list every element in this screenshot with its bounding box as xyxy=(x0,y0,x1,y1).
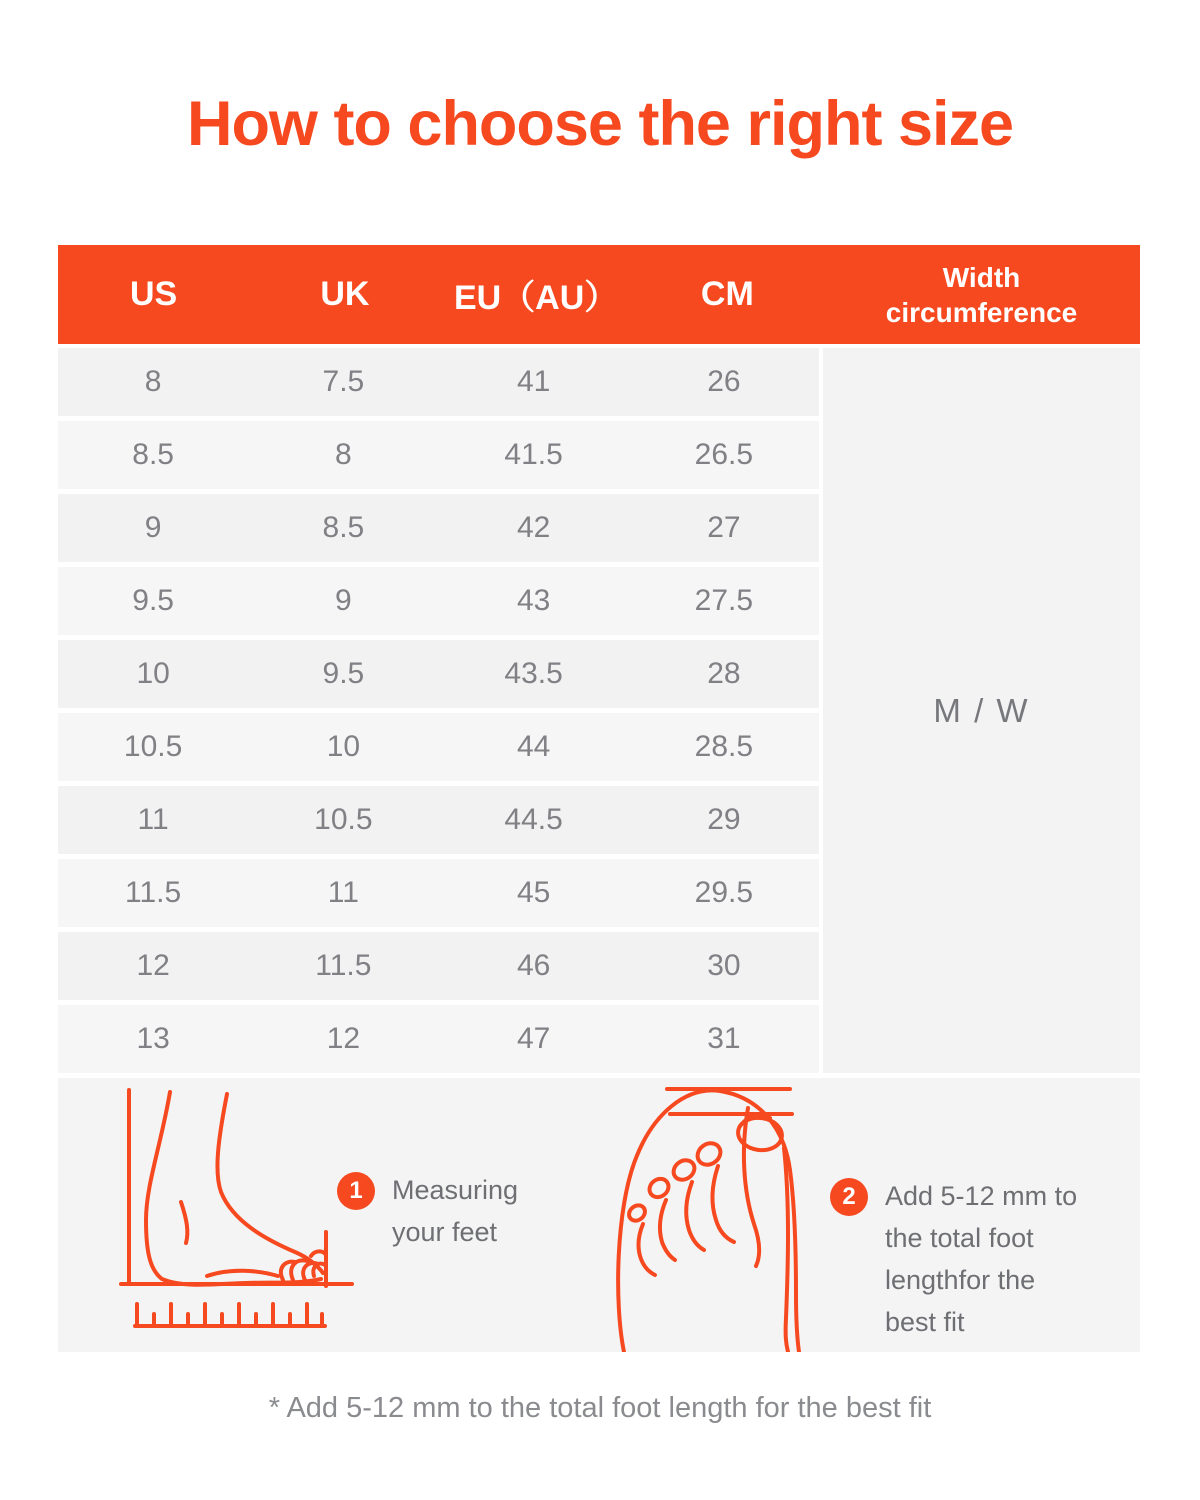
table-cell: 10.5 xyxy=(123,730,183,763)
table-cell: 29 xyxy=(707,803,741,836)
table-cell: 26.5 xyxy=(694,438,754,471)
table-cell: 8.5 xyxy=(322,511,365,544)
step-1 xyxy=(337,1170,534,1254)
table-row xyxy=(58,786,819,854)
header-uk: UK xyxy=(320,275,370,313)
table-cell: 44.5 xyxy=(504,803,563,836)
header-width-circumference: Width circumference xyxy=(885,261,1078,328)
table-cell: 11 xyxy=(137,803,169,836)
table-cell: 41.5 xyxy=(504,438,563,471)
table-cell: 10 xyxy=(326,730,361,763)
table-cell: 46 xyxy=(516,949,551,982)
table-cell: 27 xyxy=(707,511,741,544)
width-value: M / W xyxy=(933,691,1030,729)
table-cell: 43.5 xyxy=(504,657,563,690)
table-row xyxy=(58,713,819,781)
table-cell: 41 xyxy=(516,365,551,398)
step-1-label: Measuring your feet xyxy=(392,1175,519,1247)
table-row xyxy=(58,1005,819,1073)
size-table xyxy=(58,245,1140,1073)
header-us: US xyxy=(130,275,178,313)
table-cell: 42 xyxy=(516,511,551,544)
table-cell: 8 xyxy=(335,438,352,471)
table-cell: 9.5 xyxy=(132,584,174,617)
table-cell: 27.5 xyxy=(694,584,754,617)
top-foot-measuring-icon xyxy=(608,1078,848,1352)
table-cell: 31 xyxy=(707,1022,741,1055)
table-row xyxy=(58,859,819,927)
step-1-badge: 1 xyxy=(337,1172,375,1210)
table-cell: 12 xyxy=(326,1022,361,1055)
table-cell: 26 xyxy=(707,365,741,398)
measuring-panel xyxy=(58,1078,1140,1352)
table-cell: 8.5 xyxy=(132,438,174,471)
header-cm: CM xyxy=(700,275,754,313)
table-cell: 11.5 xyxy=(125,876,182,909)
table-body-left xyxy=(58,348,819,1073)
width-column xyxy=(823,348,1140,1073)
table-body xyxy=(58,348,1140,1073)
table-header xyxy=(58,245,1140,344)
table-cell: 9.5 xyxy=(322,657,365,690)
table-cell: 9 xyxy=(144,511,162,544)
table-row xyxy=(58,421,819,489)
table-cell: 30 xyxy=(707,949,741,982)
side-foot-measuring-icon xyxy=(115,1080,365,1340)
step-2-badge: 2 xyxy=(830,1178,868,1216)
table-cell: 28 xyxy=(707,657,741,690)
step-2-label: Add 5-12 mm to the total foot lengthfor the best fit xyxy=(885,1181,1078,1337)
table-cell: 8 xyxy=(144,365,162,398)
table-cell: 10.5 xyxy=(314,803,373,836)
table-cell: 44 xyxy=(516,730,551,763)
table-row xyxy=(58,494,819,562)
header-eu-au: EU（AU） xyxy=(453,279,619,317)
table-row xyxy=(58,640,819,708)
table-cell: 10 xyxy=(136,657,170,690)
page-title: How to choose the right size xyxy=(186,89,1014,159)
table-cell: 11 xyxy=(327,876,359,909)
table-cell: 45 xyxy=(516,876,551,909)
table-cell: 43 xyxy=(516,584,551,617)
table-cell: 12 xyxy=(136,949,170,982)
step-2 xyxy=(830,1176,1083,1343)
table-cell: 7.5 xyxy=(322,365,365,398)
table-cell: 11.5 xyxy=(315,949,372,982)
table-row xyxy=(58,932,819,1000)
footnote: * Add 5-12 mm to the total foot length for the best fit xyxy=(268,1392,932,1424)
table-row xyxy=(58,567,819,635)
table-row xyxy=(58,348,819,416)
table-cell: 28.5 xyxy=(694,730,754,763)
table-cell: 47 xyxy=(516,1022,551,1055)
table-cell: 13 xyxy=(136,1022,170,1055)
table-cell: 9 xyxy=(335,584,352,617)
table-cell: 29.5 xyxy=(694,876,754,909)
